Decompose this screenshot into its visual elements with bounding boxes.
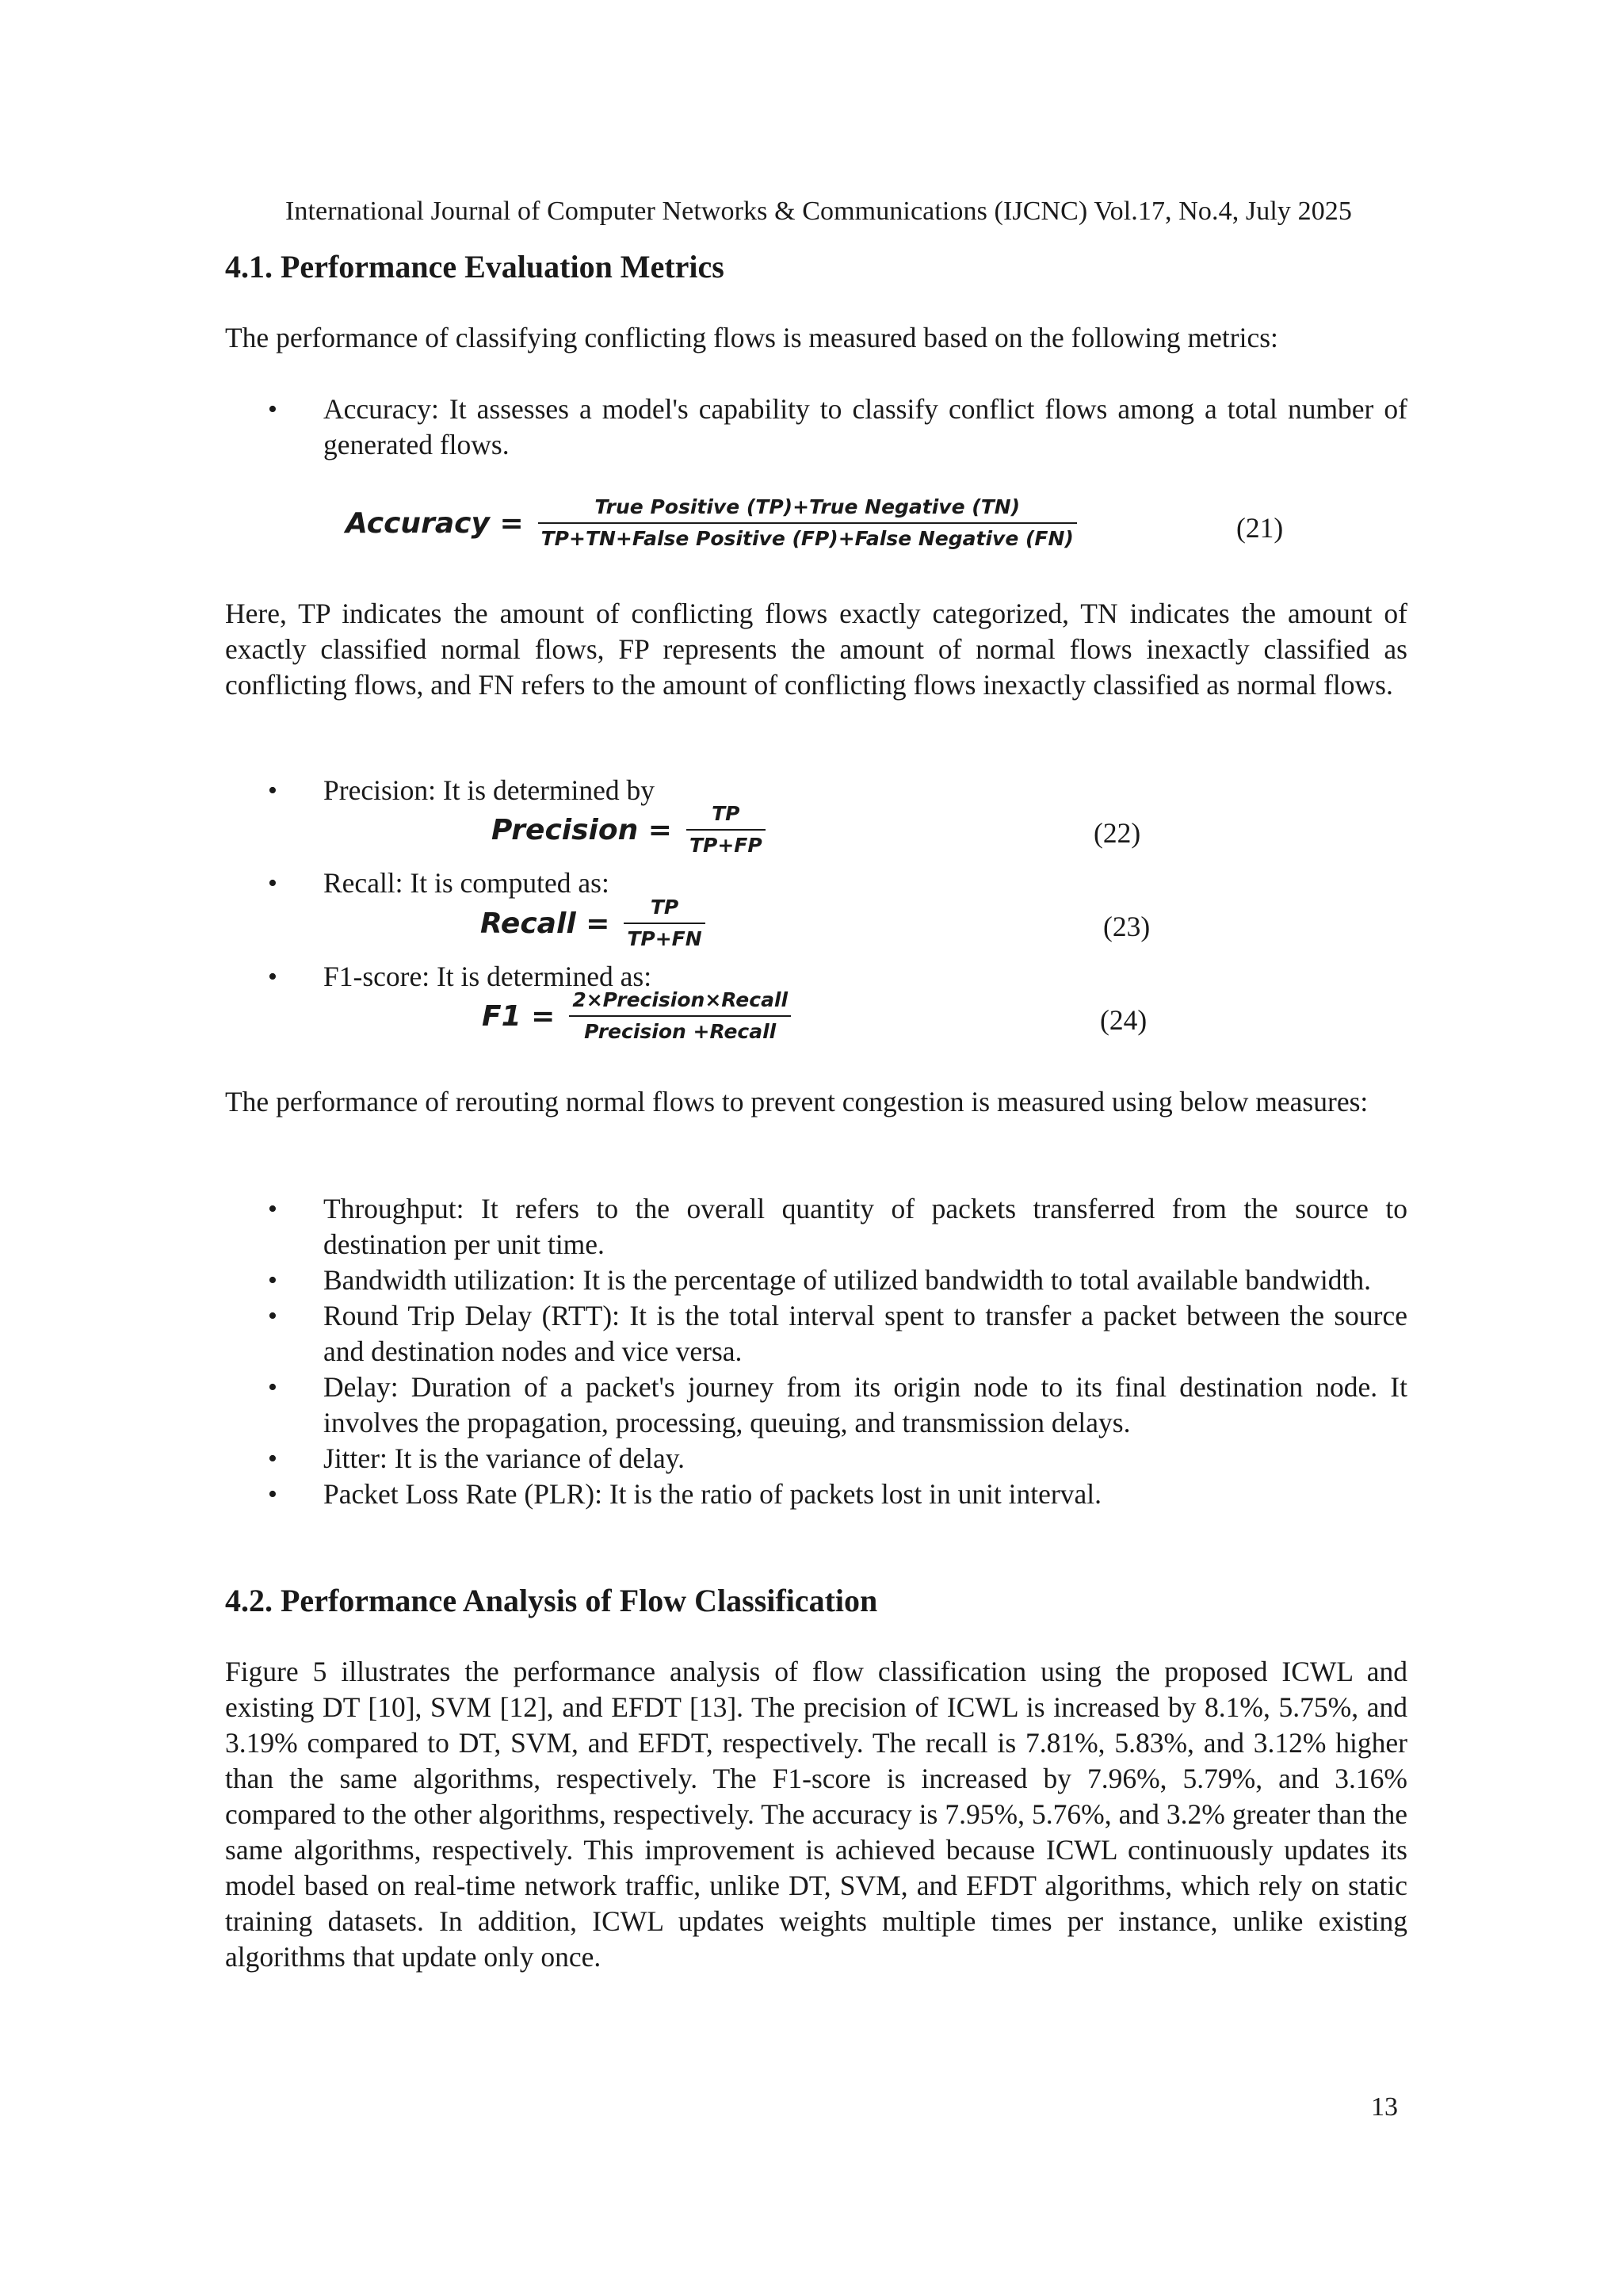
bullet-recall <box>225 865 1407 901</box>
recall-bullet-list <box>225 865 1407 901</box>
bullet-accuracy <box>225 392 1407 463</box>
equation-recall <box>480 896 705 951</box>
equation-lhs: Recall = <box>480 907 610 940</box>
fraction-denominator: TP+TN+False Positive (FP)+False Negative (FN) <box>540 527 1074 550</box>
equation-lhs: Precision = <box>491 813 672 846</box>
fraction <box>624 896 705 951</box>
bullet-bandwidth-utilization <box>225 1263 1407 1298</box>
bullet-dot-icon: • <box>268 1194 277 1224</box>
equation-lhs: F1 = <box>482 999 556 1033</box>
page-number: 13 <box>1371 2092 1398 2122</box>
equation-precision <box>491 802 766 858</box>
equation-number-23: (23) <box>1103 911 1151 942</box>
running-header: International Journal of Computer Networks & Communications (IJCNC) Vol.17, No.4, July 2025 <box>285 197 1352 226</box>
bullet-text: Round Trip Delay (RTT): It is the total interval spent to transfer a packet between the source and destination nodes and vice versa. <box>323 1300 1407 1367</box>
fraction-numerator: 2×Precision×Recall <box>572 988 789 1011</box>
bullet-dot-icon: • <box>268 395 277 424</box>
bullet-dot-icon: • <box>268 962 277 991</box>
bullet-packet-loss-rate <box>225 1477 1407 1512</box>
bullet-text: Bandwidth utilization: It is the percentage of utilized bandwidth to total available bandwidth. <box>323 1264 1372 1296</box>
bullet-accuracy-text: Accuracy: It assesses a model's capability to classify conflict flows among a total number of generated flows. <box>323 393 1407 460</box>
bullet-recall-text: Recall: It is computed as: <box>323 867 609 899</box>
equation-accuracy <box>346 495 1077 551</box>
bullet-jitter <box>225 1441 1407 1477</box>
rerouting-intro-paragraph: The performance of rerouting normal flows to prevent congestion is measured using below measures: <box>225 1086 1369 1117</box>
bullet-dot-icon: • <box>268 1480 277 1509</box>
fraction <box>538 495 1077 551</box>
fraction-numerator: TP <box>650 896 679 919</box>
bullet-dot-icon: • <box>268 1266 277 1295</box>
fraction-bar <box>624 923 705 924</box>
fraction-numerator: True Positive (TP)+True Negative (TN) <box>594 495 1021 518</box>
rerouting-metrics-list <box>225 1191 1407 1512</box>
bullet-delay <box>225 1370 1407 1441</box>
bullet-dot-icon: • <box>268 776 277 805</box>
bullet-text: Throughput: It refers to the overall quantity of packets transferred from the source to destination per unit time. <box>323 1193 1407 1260</box>
tp-tn-explanation-paragraph: Here, TP indicates the amount of conflicting flows exactly categorized, TN indicates the amount of exactly classified normal flows, FP represents the amount of normal flows inexactly classified as conflicting flows, and FN refers to the amount of conflicting flows inexactly classified as normal flows. <box>225 598 1407 701</box>
fraction-denominator: Precision +Recall <box>584 1020 777 1043</box>
bullet-precision <box>225 773 1407 808</box>
section-heading-4-2: 4.2. Performance Analysis of Flow Classification <box>225 1583 878 1618</box>
bullet-precision-text: Precision: It is determined by <box>323 774 655 806</box>
metrics-intro-paragraph: The performance of classifying conflicting flows is measured based on the following metrics: <box>225 322 1278 353</box>
fraction-bar <box>569 1015 791 1017</box>
fraction-bar <box>538 522 1077 524</box>
bullet-f1-score <box>225 959 1407 995</box>
fraction-denominator: TP+FP <box>689 834 762 857</box>
equation-number-21: (21) <box>1236 512 1284 544</box>
fraction <box>569 988 791 1044</box>
bullet-text: Delay: Duration of a packet's journey from its origin node to its final destination node. It involves the propagation, processing, queuing, and transmission delays. <box>323 1371 1407 1438</box>
equation-number-22: (22) <box>1094 817 1141 849</box>
bullet-dot-icon: • <box>268 1444 277 1473</box>
bullet-round-trip-delay <box>225 1298 1407 1370</box>
f1-bullet-list <box>225 959 1407 995</box>
bullet-dot-icon: • <box>268 1301 277 1331</box>
accuracy-bullet-list <box>225 392 1407 463</box>
section-heading-4-1: 4.1. Performance Evaluation Metrics <box>225 249 724 285</box>
precision-bullet-list <box>225 773 1407 808</box>
bullet-f1-text: F1-score: It is determined as: <box>323 961 652 992</box>
equation-f1 <box>482 988 791 1044</box>
equation-number-24: (24) <box>1100 1004 1148 1036</box>
flow-classification-analysis-paragraph: Figure 5 illustrates the performance analysis of flow classification using the proposed ICWL and existing DT [10], SVM [12], and EFDT [13]. The precision of ICWL is increased by 8.1%, 5.75%, and 3.19% compared to DT, SVM, and EFDT, respectively. The recall is 7.81%, 5.83%, and 3.12% higher than the same algorithms, respectively. The F1-score is increased by 7.96%, 5.79%, and 3.16% compared to the other algorithms, respectively. The accuracy is 7.95%, 5.76%, and 3.2% greater than the same algorithms, respectively. This improvement is achieved because ICWL continuously updates its model based on real-time network traffic, unlike DT, SVM, and EFDT algorithms, which rely on static training datasets. In addition, ICWL updates weights multiple times per instance, unlike existing algorithms that update only once. <box>225 1656 1407 1973</box>
bullet-dot-icon: • <box>268 1373 277 1402</box>
equation-lhs: Accuracy = <box>346 506 524 540</box>
fraction <box>686 802 766 858</box>
fraction-bar <box>686 829 766 831</box>
fraction-numerator: TP <box>712 802 740 825</box>
bullet-text: Jitter: It is the variance of delay. <box>323 1442 685 1474</box>
bullet-throughput <box>225 1191 1407 1263</box>
bullet-dot-icon: • <box>268 869 277 898</box>
bullet-text: Packet Loss Rate (PLR): It is the ratio of packets lost in unit interval. <box>323 1478 1102 1510</box>
fraction-denominator: TP+FN <box>627 927 702 950</box>
